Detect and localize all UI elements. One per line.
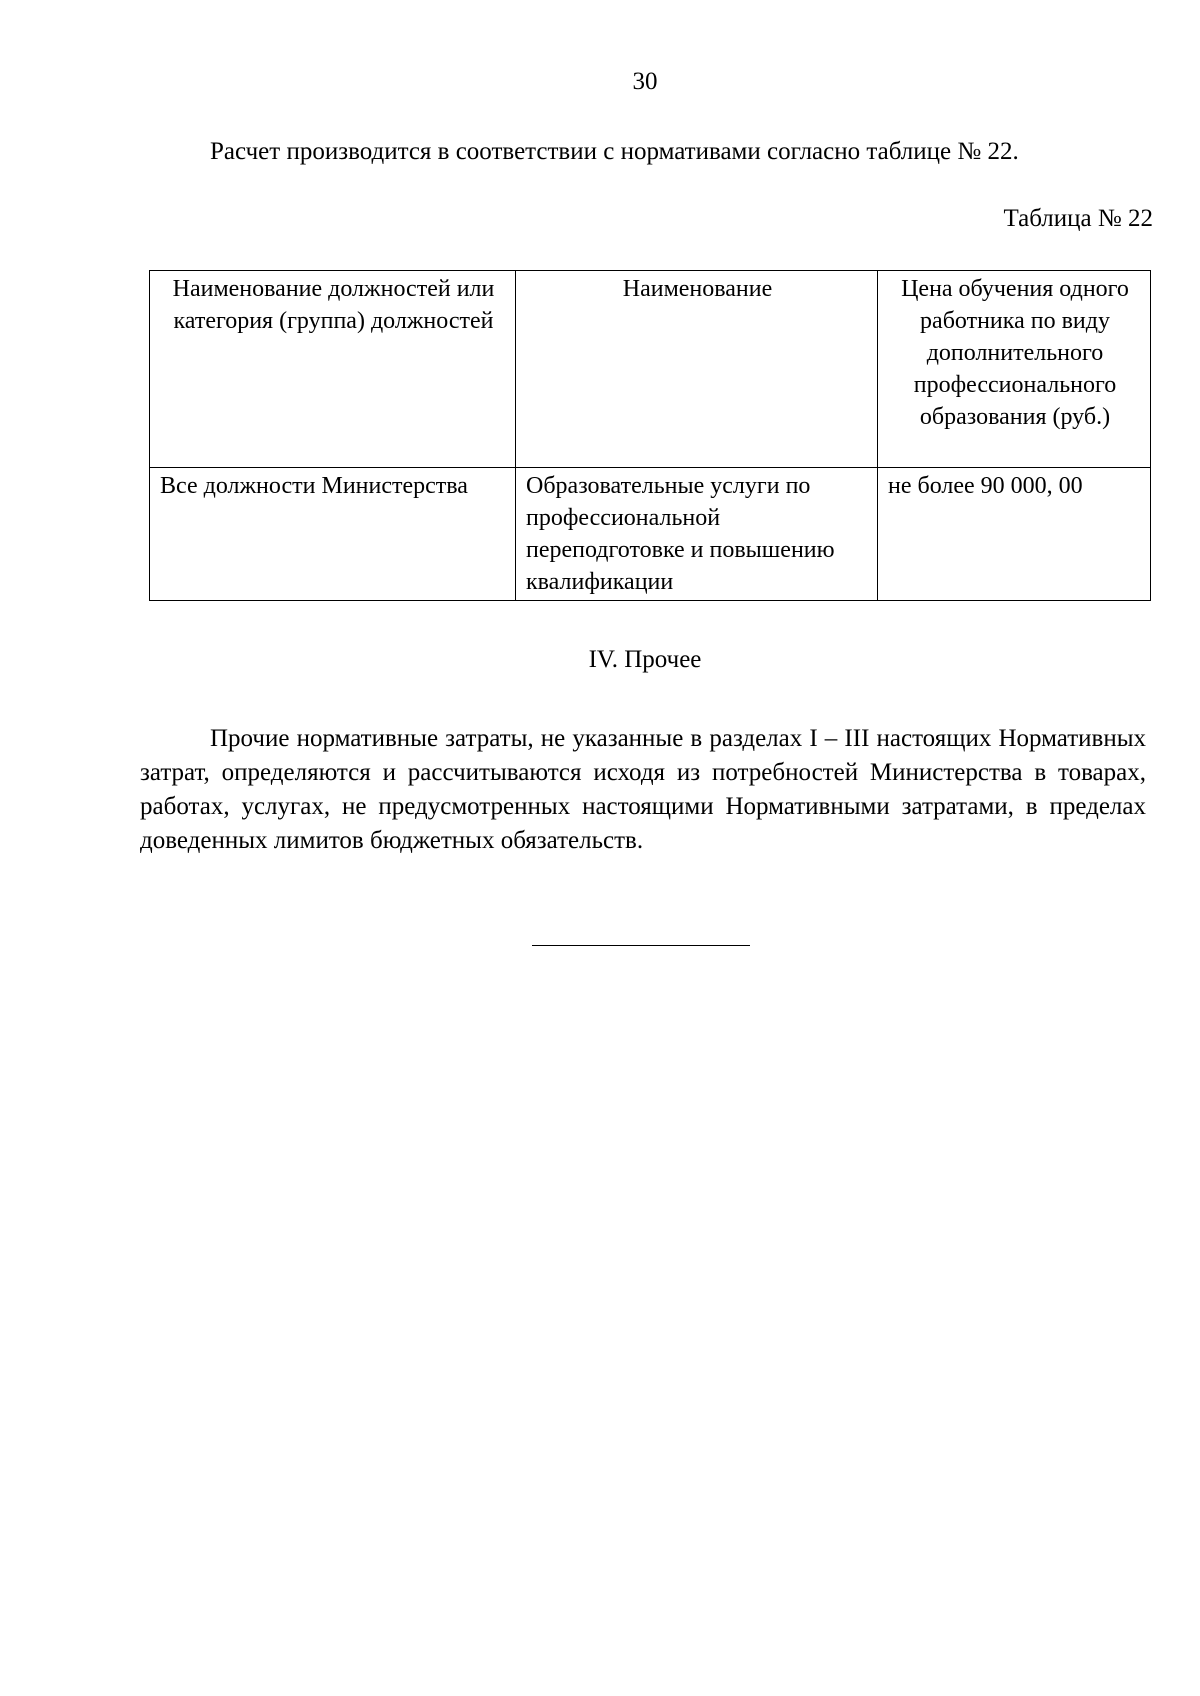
norm-table [149, 270, 1151, 601]
section-heading: IV. Прочее [588, 646, 702, 673]
separator-line [532, 945, 750, 946]
section-paragraph: Прочие нормативные затраты, не указанные в разделах I – III настоящих Нормативных затрат, определяются и рассчитываются исходя из потребностей Министерства в товарах, работах, услугах, не предусмотренных настоящими Нормативными затратами, в пределах доведенных лимитов бюджетных обязательств. [140, 725, 1146, 854]
header-position: Наименование должностей или категория (группа) должностей [150, 271, 516, 468]
cell-position: Все должности Министерства [150, 468, 516, 601]
table-header-row [150, 271, 1151, 468]
cell-name: Образовательные услуги по профессиональной переподготовке и повышению квалификации [516, 468, 878, 601]
page-number: 30 [632, 68, 658, 95]
header-name: Наименование [516, 271, 878, 468]
intro-text: Расчет производится в соответствии с нормативами согласно таблице № 22. [210, 138, 1019, 165]
header-price: Цена обучения одного работника по виду дополнительного профессионального образования (руб.) [878, 271, 1151, 468]
table-row [150, 468, 1151, 601]
table-caption: Таблица № 22 [1003, 205, 1153, 232]
cell-price: не более 90 000, 00 [878, 468, 1151, 601]
